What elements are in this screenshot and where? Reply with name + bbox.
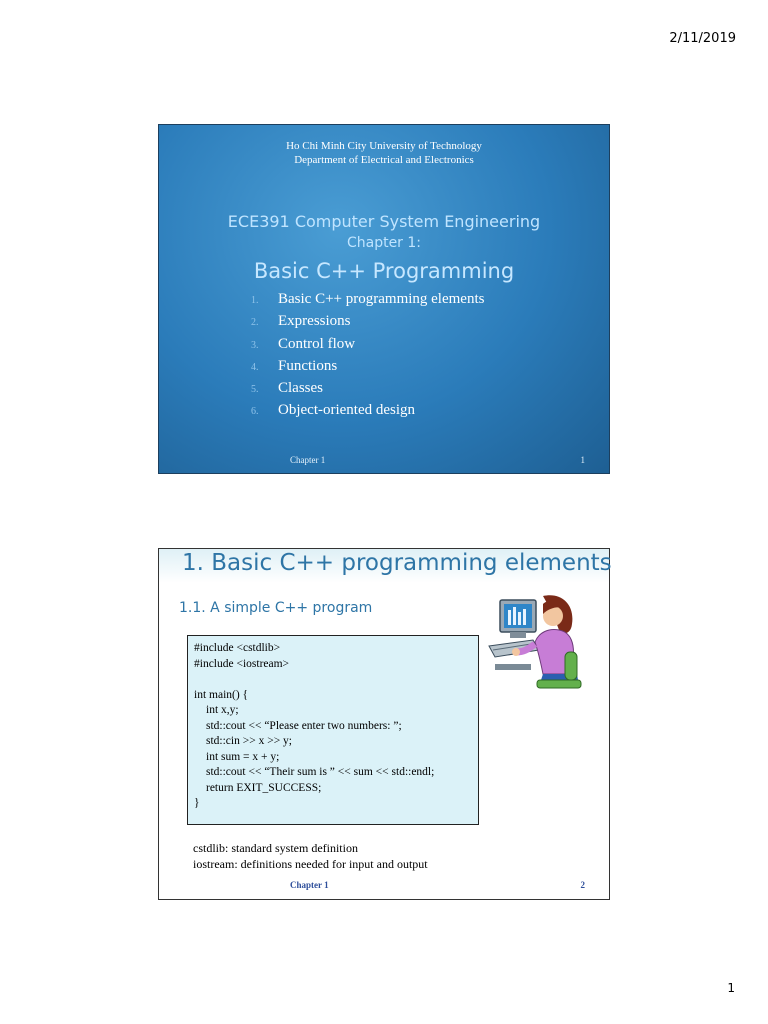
- topic-number: 6.: [251, 406, 259, 418]
- topic-number: 2.: [251, 317, 259, 329]
- code-line: std::cout << “Please enter two numbers: ”;: [206, 719, 402, 732]
- slide-2: [158, 548, 610, 900]
- topic-text: Basic C++ programming elements: [278, 291, 485, 307]
- topic-number: 5.: [251, 384, 259, 396]
- code-line: [194, 673, 478, 689]
- topic-text: Object-oriented design: [278, 402, 416, 419]
- slide-1: [158, 124, 610, 474]
- topic-item: [251, 336, 484, 358]
- code-line: int main() {: [194, 688, 249, 701]
- page-number: 1: [727, 981, 735, 995]
- topic-item: [251, 291, 484, 313]
- note-line: cstdlib: standard system definition: [193, 841, 358, 855]
- topic-item: [251, 402, 484, 424]
- university-name: Ho Chi Minh City University of Technology: [286, 140, 482, 152]
- topic-item: [251, 358, 484, 380]
- department-name: Department of Electrical and Electronics: [294, 154, 474, 166]
- slide-number: 1: [580, 455, 585, 465]
- code-line: #include <cstdlib>: [194, 642, 281, 654]
- code-line: return EXIT_SUCCESS;: [206, 781, 322, 794]
- topic-text: Classes: [278, 380, 323, 397]
- slide-footer: Chapter 1: [290, 880, 329, 890]
- course-title: ECE391 Computer System Engineering: [227, 212, 541, 231]
- topic-list: [251, 291, 484, 425]
- page-date: 2/11/2019: [669, 31, 736, 46]
- code-line: int x,y;: [206, 704, 239, 716]
- topic-text: Control flow: [278, 335, 356, 352]
- code-block: [187, 635, 479, 825]
- topic-item: [251, 380, 484, 402]
- note-line: iostream: definitions needed for input and output: [193, 857, 428, 871]
- code-line: int sum = x + y;: [206, 750, 280, 763]
- topic-number: 1.: [251, 295, 259, 306]
- slide-title: 1. Basic C++ programming elements: [182, 550, 612, 576]
- topic-text: Functions: [278, 357, 338, 374]
- topic-number: 4.: [251, 361, 259, 373]
- topic-item: [251, 313, 484, 335]
- institution-block: [159, 139, 609, 167]
- slide-title: Basic C++ Programming: [253, 259, 515, 283]
- chapter-label: Chapter 1:: [346, 235, 422, 251]
- woman-at-computer-icon: [487, 594, 582, 694]
- code-line: std::cin >> x >> y;: [206, 735, 292, 747]
- topic-text: Expressions: [278, 313, 351, 330]
- topic-number: 3.: [251, 339, 259, 351]
- code-line: }: [194, 797, 200, 809]
- slide-footer: Chapter 1: [290, 455, 326, 465]
- code-line: #include <iostream>: [194, 657, 290, 670]
- code-line: std::cout << “Their sum is ” << sum << std::endl;: [206, 766, 435, 778]
- notes: [193, 840, 428, 872]
- slide-subtitle: 1.1. A simple C++ program: [179, 600, 373, 616]
- slide-number: 2: [580, 880, 585, 890]
